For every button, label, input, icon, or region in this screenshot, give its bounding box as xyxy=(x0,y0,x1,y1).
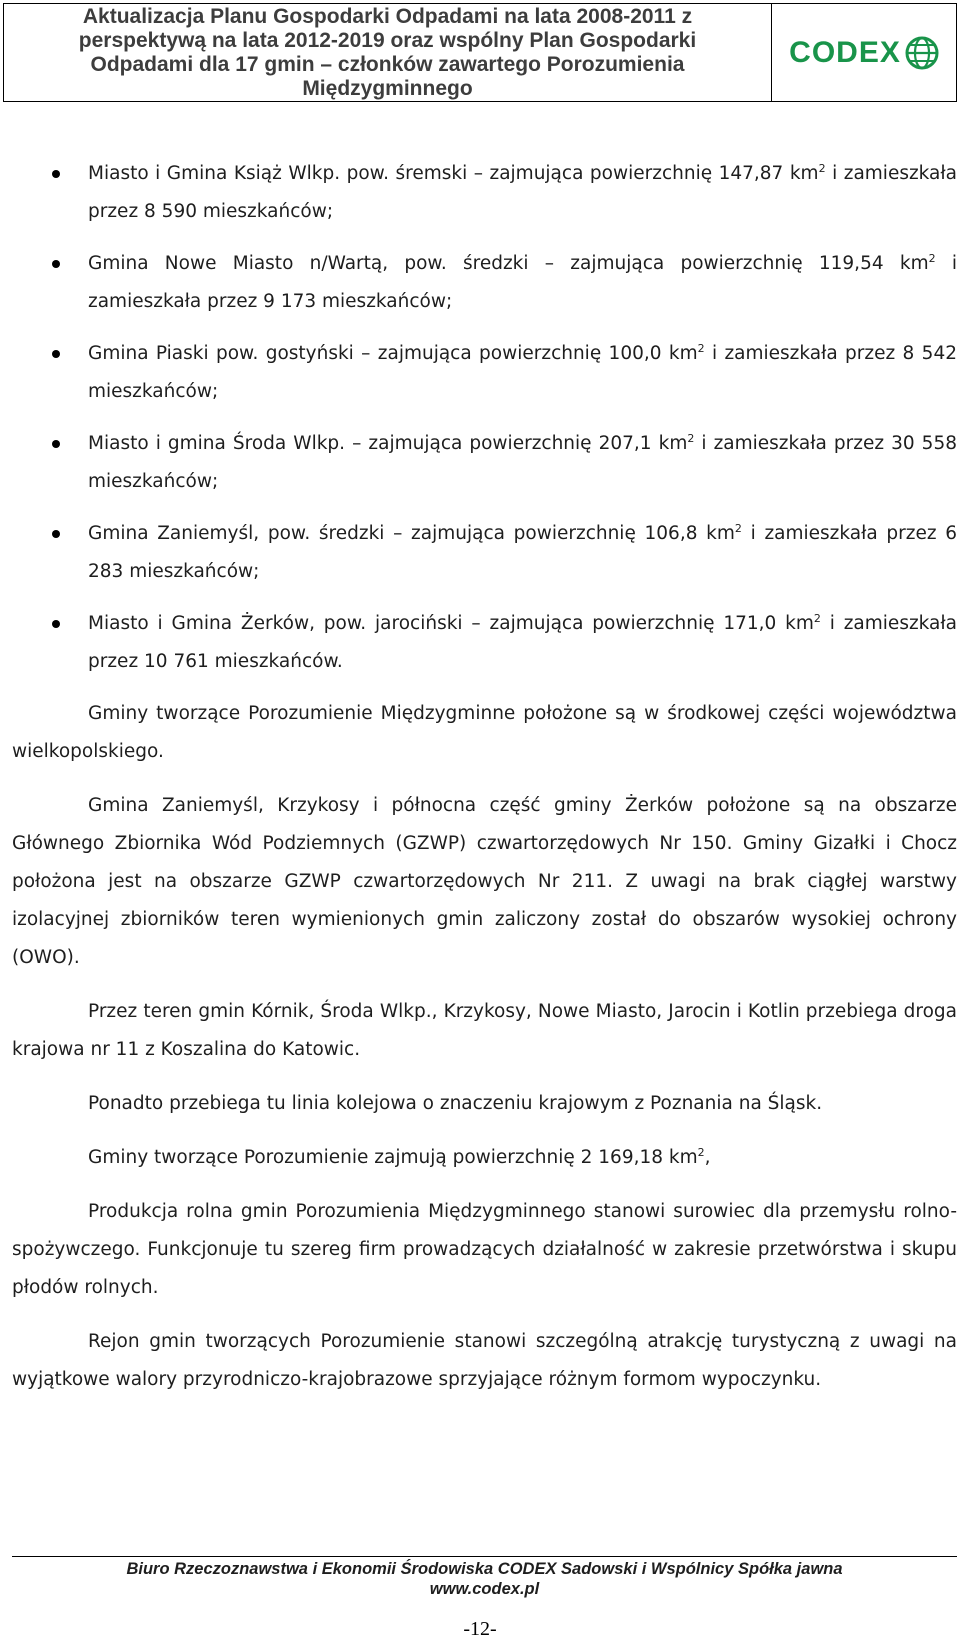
list-item-text: Miasto i gmina Środa Wlkp. – zajmująca powierzchnię 207,1 km xyxy=(88,433,688,454)
paragraph xyxy=(12,1085,957,1123)
list-item xyxy=(12,155,957,231)
paragraph-text: Gminy tworzące Porozumienie Międzygminne położone są w środkowej części województwa wielkopolskiego. xyxy=(12,703,957,762)
list-item-text: i zamieszkała przez 8 590 mieszkańców; xyxy=(88,163,957,222)
header-title-line: Międzygminnego xyxy=(302,76,473,100)
list-item xyxy=(12,335,957,411)
page-number: -12- xyxy=(463,1618,497,1640)
paragraph-text: Przez teren gmin Kórnik, Środa Wlkp., Krzykosy, Nowe Miasto, Jarocin i Kotlin przebiega droga krajowa nr 11 z Koszalina do Katowic. xyxy=(12,1001,957,1060)
page-footer xyxy=(12,1559,957,1599)
codex-logo xyxy=(772,4,956,101)
superscript: 2 xyxy=(687,431,695,445)
list-item xyxy=(12,245,957,321)
bullet-icon xyxy=(52,620,60,628)
paragraph-text: Produkcja rolna gmin Porozumienia Międzygminnego stanowi surowiec dla przemysłu rolno-spożywczego. Funkcjonuje tu szereg firm prowadzących działalność w zakresie przetwórstwa i skupu płodów rolnych. xyxy=(12,1201,957,1298)
list-item xyxy=(12,605,957,681)
superscript: 2 xyxy=(697,341,705,355)
paragraph-text: Rejon gmin tworzących Porozumienie stanowi szczególną atrakcję turystyczną z uwagi na wyjątkowe walory przyrodniczo-krajobrazowe sprzyjające różnym formom wypoczynku. xyxy=(12,1331,957,1390)
superscript: 2 xyxy=(818,161,826,175)
paragraph xyxy=(12,1323,957,1399)
paragraph-text: Gminy tworzące Porozumienie zajmują powierzchnię 2 169,18 km xyxy=(88,1147,698,1168)
paragraph xyxy=(12,993,957,1069)
list-item-text: Miasto i Gmina Żerków, pow. jarociński – zajmująca powierzchnię 171,0 km xyxy=(88,613,814,634)
page-header xyxy=(3,3,957,102)
bullet-icon xyxy=(52,260,60,268)
paragraph-text: Gmina Zaniemyśl, Krzykosy i północna część gminy Żerków położone są na obszarze Głównego Zbiornika Wód Podziemnych (GZWP) czwartorzędowych Nr 150. Gminy Gizałki i Chocz położona jest na obszarze GZWP czwartorzędowych Nr 211. Z uwagi na brak ciągłej warstwy izolacyjnej zbiorników teren wymienionych gmin zaliczony został do obszarów wysokiej ochrony (OWO). xyxy=(12,795,957,968)
paragraph xyxy=(12,695,957,771)
superscript: 2 xyxy=(697,1145,705,1159)
superscript: 2 xyxy=(928,251,936,265)
list-item-text: i zamieszkała przez 6 283 mieszkańców; xyxy=(88,523,958,582)
paragraph-text: Ponadto przebiega tu linia kolejowa o znaczeniu krajowym z Poznania na Śląsk. xyxy=(88,1093,823,1114)
bullet-icon xyxy=(52,350,60,358)
header-title-line: perspektywą na lata 2012-2019 oraz wspólny Plan Gospodarki xyxy=(78,28,697,52)
logo-text: CODEX xyxy=(789,35,901,69)
globe-icon xyxy=(905,36,939,70)
superscript: 2 xyxy=(813,611,821,625)
paragraph xyxy=(12,787,957,977)
header-title-line: Odpadami dla 17 gmin – członków zawartego Porozumienia xyxy=(90,52,685,76)
footer-website: www.codex.pl xyxy=(429,1580,540,1598)
footer-company: Biuro Rzeczoznawstwa i Ekonomii Środowiska CODEX Sadowski i Wspólnicy Spółka jawna xyxy=(126,1560,843,1578)
list-item-text: i zamieszkała przez 10 761 mieszkańców. xyxy=(88,613,957,672)
header-title xyxy=(4,4,772,101)
list-item-text: i zamieszkała przez 30 558 mieszkańców; xyxy=(88,433,957,492)
bullet-icon xyxy=(52,170,60,178)
header-title-line: Aktualizacja Planu Gospodarki Odpadami na lata 2008-2011 z xyxy=(82,4,693,28)
list-item-text: Gmina Zaniemyśl, pow. średzki – zajmująca powierzchnię 106,8 km xyxy=(88,523,735,544)
municipality-list xyxy=(12,155,957,681)
paragraph xyxy=(12,1193,957,1307)
list-item-text: i zamieszkała przez 8 542 mieszkańców; xyxy=(88,343,957,402)
list-item-text: i zamieszkała przez 9 173 mieszkańców; xyxy=(88,253,958,312)
document-body xyxy=(12,155,957,1415)
superscript: 2 xyxy=(734,521,742,535)
paragraph-text: , xyxy=(704,1147,711,1168)
list-item-text: Gmina Piaski pow. gostyński – zajmująca powierzchnię 100,0 km xyxy=(88,343,698,364)
bullet-icon xyxy=(52,530,60,538)
list-item-text: Gmina Nowe Miasto n/Wartą, pow. średzki – zajmująca powierzchnię 119,54 km xyxy=(88,253,929,274)
list-item xyxy=(12,515,957,591)
list-item-text: Miasto i Gmina Książ Wlkp. pow. śremski – zajmująca powierzchnię 147,87 km xyxy=(88,163,819,184)
footer-divider xyxy=(12,1556,957,1557)
bullet-icon xyxy=(52,440,60,448)
paragraph xyxy=(12,1139,957,1177)
list-item xyxy=(12,425,957,501)
